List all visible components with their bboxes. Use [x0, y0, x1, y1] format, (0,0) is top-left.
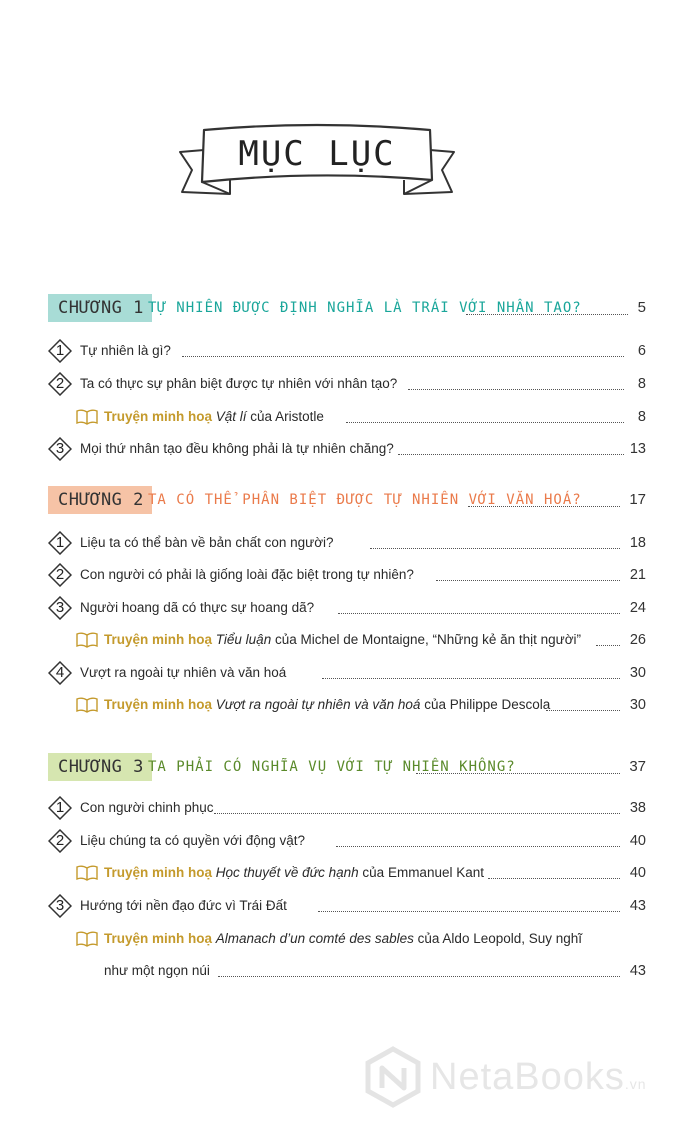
dot-leader — [214, 813, 620, 814]
dot-leader — [468, 506, 620, 507]
diamond-number-icon: 3 — [48, 894, 72, 918]
dot-leader — [488, 878, 620, 879]
toc-entry[interactable] — [48, 564, 646, 586]
story-entry[interactable] — [76, 694, 646, 716]
diamond-number-icon: 2 — [48, 829, 72, 853]
toc-entry[interactable] — [48, 597, 646, 619]
chapter-3-page: 37 — [629, 758, 646, 775]
page-title: MỤC LỤC — [238, 134, 396, 174]
entry-page: 30 — [629, 697, 646, 713]
entry-title: Con người chinh phục — [80, 800, 214, 815]
entry-page: 40 — [629, 865, 646, 881]
entry-title: Liệu ta có thể bàn về bản chất con người? — [80, 535, 334, 550]
dot-leader — [596, 645, 620, 646]
entry-page: 6 — [637, 343, 646, 359]
entry-title: Ta có thực sự phân biệt được tự nhiên với nhân tạo? — [80, 376, 398, 391]
watermark — [362, 1046, 692, 1110]
entry-page: 38 — [629, 800, 646, 816]
open-book-icon — [76, 931, 98, 947]
story-entry[interactable] — [76, 406, 646, 428]
entry-title: Liệu chúng ta có quyền với động vật? — [80, 833, 306, 848]
dot-leader — [466, 314, 628, 315]
entry-title: Tự nhiên là gì? — [80, 343, 171, 358]
open-book-icon — [76, 697, 98, 713]
entry-page: 43 — [629, 898, 646, 914]
story-text: Truyện minh hoạ Học thuyết về đức hạnh của Emmanuel Kant — [104, 865, 484, 880]
toc-entry[interactable] — [48, 340, 646, 362]
dot-leader — [346, 422, 624, 423]
entry-page: 43 — [629, 963, 646, 979]
entry-title: Hướng tới nền đạo đức vì Trái Đất — [80, 898, 287, 913]
story-text: Truyện minh hoạ Vượt ra ngoài tự nhiên và văn hoá của Philippe Descola — [104, 697, 551, 712]
toc-entry[interactable] — [48, 532, 646, 554]
diamond-number-icon: 2 — [48, 372, 72, 396]
watermark-text: NetaBooks.vn — [430, 1056, 647, 1098]
dot-leader — [546, 710, 620, 711]
story-entry[interactable] — [76, 928, 646, 982]
brand-logo-icon — [362, 1046, 424, 1108]
chapter-2-page: 17 — [629, 491, 646, 508]
toc-entry[interactable] — [48, 830, 646, 852]
dot-leader — [398, 454, 624, 455]
diamond-number-icon: 3 — [48, 596, 72, 620]
dot-leader — [416, 773, 620, 774]
entry-title: Người hoang dã có thực sự hoang dã? — [80, 600, 315, 615]
diamond-number-icon: 4 — [48, 661, 72, 685]
open-book-icon — [76, 632, 98, 648]
chapter-2-title: TA CÓ THỂ PHÂN BIỆT ĐƯỢC TỰ NHIÊN VỚI VĂN HOÁ? — [148, 492, 582, 508]
dot-leader — [182, 356, 624, 357]
diamond-number-icon: 1 — [48, 339, 72, 363]
chapter-2-label: CHƯƠNG 2 — [48, 486, 152, 514]
story-entry[interactable] — [76, 629, 646, 651]
story-text: Truyện minh hoạ Almanach d’un comté des sables của Aldo Leopold, Suy nghĩ — [104, 931, 583, 946]
toc-entry[interactable] — [48, 797, 646, 819]
story-text-continuation: như một ngọn núi — [104, 963, 210, 978]
dot-leader — [338, 613, 620, 614]
story-text: Truyện minh hoạ Tiểu luận của Michel de Montaigne, “Những kẻ ăn thịt người” — [104, 632, 582, 647]
toc-entry[interactable] — [48, 662, 646, 684]
toc-entry[interactable] — [48, 895, 646, 917]
dot-leader — [436, 580, 620, 581]
open-book-icon — [76, 409, 98, 425]
story-entry[interactable] — [76, 862, 646, 884]
chapter-1-title: TỰ NHIÊN ĐƯỢC ĐỊNH NGHĨA LÀ TRÁI VỚI NHÂN TẠO? — [148, 300, 582, 316]
open-book-icon — [76, 865, 98, 881]
dot-leader — [408, 389, 624, 390]
entry-page: 26 — [629, 632, 646, 648]
entry-page: 40 — [629, 833, 646, 849]
dot-leader — [370, 548, 620, 549]
chapter-1-label: CHƯƠNG 1 — [48, 294, 152, 322]
story-text: Truyện minh hoạ Vật lí của Aristotle — [104, 409, 324, 424]
diamond-number-icon: 1 — [48, 531, 72, 555]
diamond-number-icon: 2 — [48, 563, 72, 587]
entry-title: Vượt ra ngoài tự nhiên và văn hoá — [80, 665, 287, 680]
diamond-number-icon: 1 — [48, 796, 72, 820]
chapter-2-heading[interactable] — [48, 486, 646, 514]
entry-page: 13 — [629, 441, 646, 457]
toc-entry[interactable] — [48, 373, 646, 395]
entry-title: Con người có phải là giống loài đặc biệt trong tự nhiên? — [80, 567, 414, 582]
chapter-1-heading[interactable] — [48, 294, 646, 322]
dot-leader — [218, 976, 620, 977]
chapter-1-page: 5 — [637, 299, 646, 316]
toc-entry[interactable] — [48, 438, 646, 460]
dot-leader — [318, 911, 620, 912]
entry-page: 24 — [629, 600, 646, 616]
entry-page: 8 — [637, 376, 646, 392]
title-banner — [176, 110, 458, 210]
entry-page: 21 — [629, 567, 646, 583]
entry-page: 8 — [637, 409, 646, 425]
chapter-3-title: TA PHẢI CÓ NGHĨA VỤ VỚI TỰ NHIÊN KHÔNG? — [148, 759, 516, 775]
entry-title: Mọi thứ nhân tạo đều không phải là tự nhiên chăng? — [80, 441, 394, 456]
entry-page: 18 — [629, 535, 646, 551]
diamond-number-icon: 3 — [48, 437, 72, 461]
chapter-3-heading[interactable] — [48, 753, 646, 781]
dot-leader — [322, 678, 620, 679]
chapter-3-label: CHƯƠNG 3 — [48, 753, 152, 781]
dot-leader — [336, 846, 620, 847]
entry-page: 30 — [629, 665, 646, 681]
